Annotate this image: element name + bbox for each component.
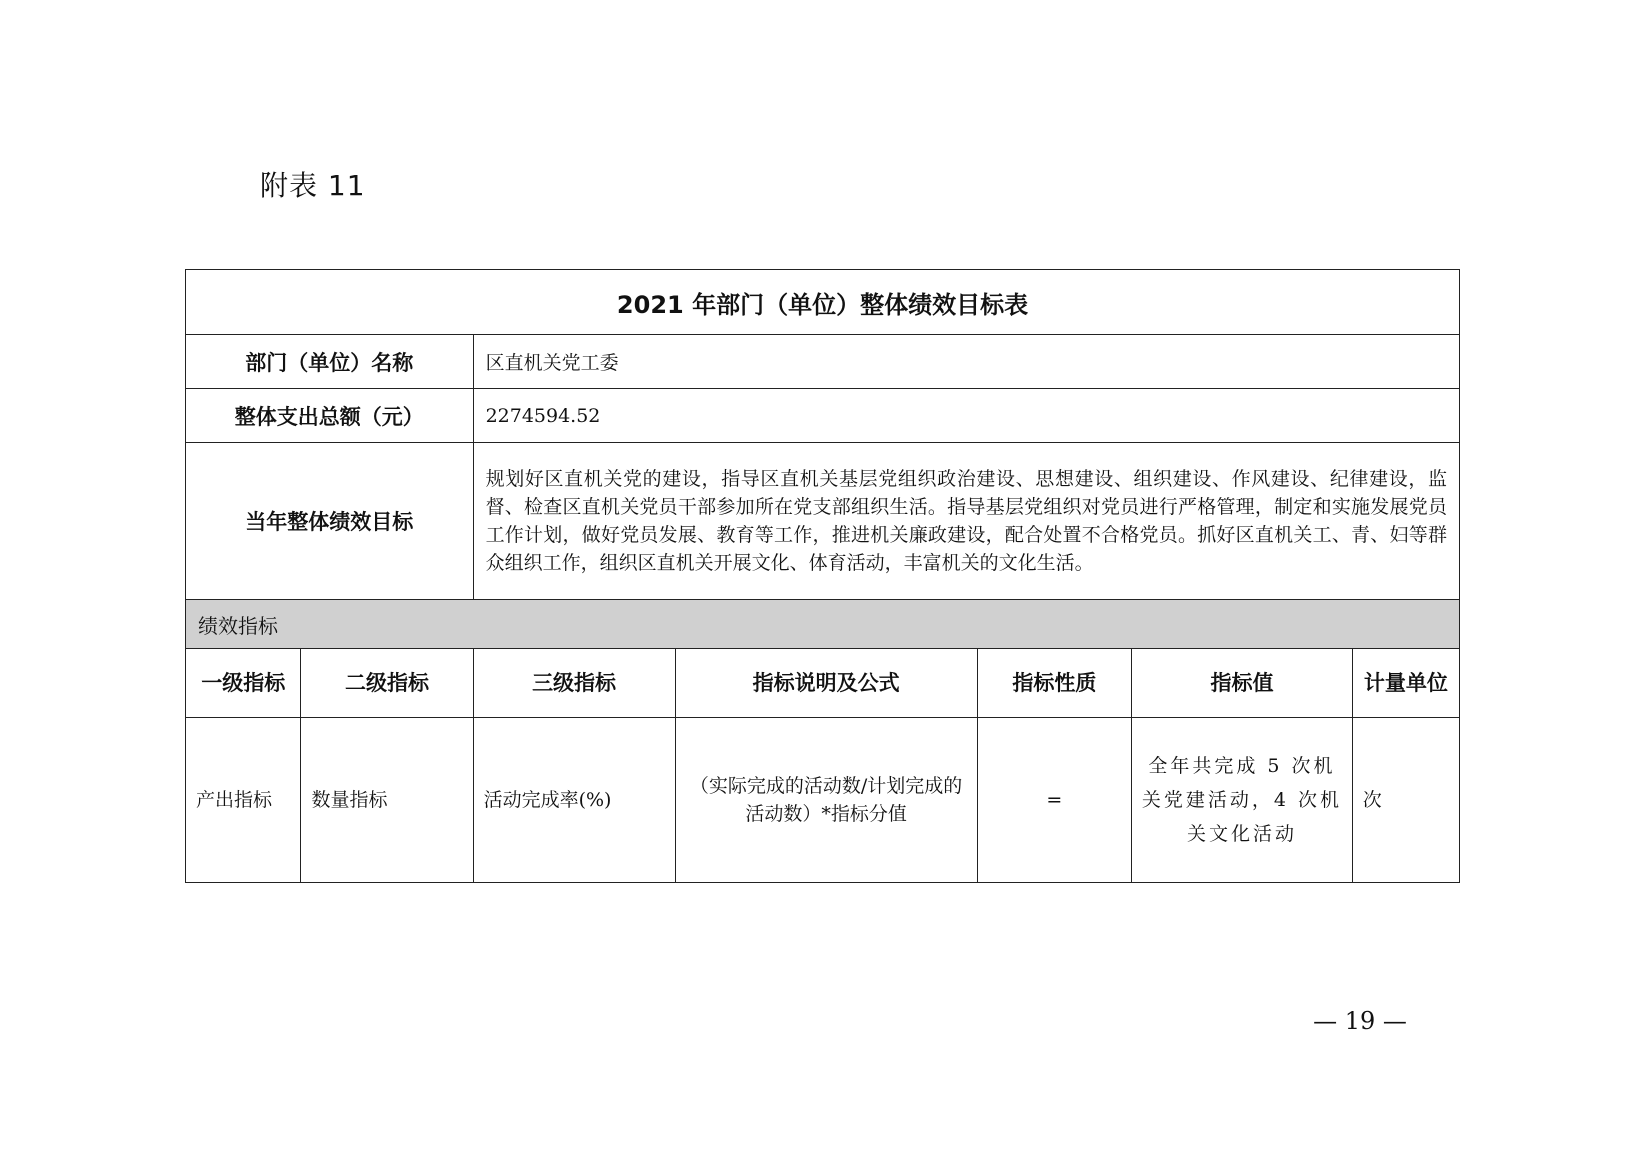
table-title: 2021 年部门（单位）整体绩效目标表 <box>186 270 1460 335</box>
col-level2-header: 二级指标 <box>301 649 473 718</box>
col-level1-header: 一级指标 <box>186 649 301 718</box>
col-value-header: 指标值 <box>1132 649 1353 718</box>
row-value: 全年共完成 5 次机关党建活动，4 次机关文化活动 <box>1132 718 1353 883</box>
row-level2: 数量指标 <box>301 718 473 883</box>
col-description-header: 指标说明及公式 <box>675 649 977 718</box>
annual-goal-label: 当年整体绩效目标 <box>186 443 474 600</box>
total-expense-row <box>186 389 1460 443</box>
attachment-label: 附表 11 <box>260 169 366 202</box>
section-label: 绩效指标 <box>186 600 1460 649</box>
row-level1: 产出指标 <box>186 718 301 883</box>
col-nature-header: 指标性质 <box>977 649 1132 718</box>
performance-target-table <box>185 269 1460 883</box>
total-expense-label: 整体支出总额（元） <box>186 389 474 443</box>
total-expense-value: 2274594.52 <box>473 389 1459 443</box>
row-level3: 活动完成率(%) <box>473 718 675 883</box>
row-unit: 次 <box>1352 718 1459 883</box>
table-row <box>186 718 1460 883</box>
annual-goal-row <box>186 443 1460 600</box>
page-number: — 19 — <box>1313 1007 1407 1035</box>
row-nature: = <box>977 718 1132 883</box>
dept-name-row <box>186 335 1460 389</box>
table-title-row <box>186 270 1460 335</box>
row-description: （实际完成的活动数/计划完成的活动数）*指标分值 <box>675 718 977 883</box>
col-level3-header: 三级指标 <box>473 649 675 718</box>
column-header-row <box>186 649 1460 718</box>
dept-name-label: 部门（单位）名称 <box>186 335 474 389</box>
dept-name-value: 区直机关党工委 <box>473 335 1459 389</box>
annual-goal-text: 规划好区直机关党的建设，指导区直机关基层党组织政治建设、思想建设、组织建设、作风建设、纪律建设，监督、检查区直机关党员干部参加所在党支部组织生活。指导基层党组织对党员进行严格管理，制定和实施发展党员工作计划，做好党员发展、教育等工作，推进机关廉政建设，配合处置不合格党员。抓好区直机关工、青、妇等群众组织工作，组织区直机关开展文化、体育活动，丰富机关的文化生活。 <box>473 443 1459 600</box>
col-unit-header: 计量单位 <box>1352 649 1459 718</box>
section-row <box>186 600 1460 649</box>
